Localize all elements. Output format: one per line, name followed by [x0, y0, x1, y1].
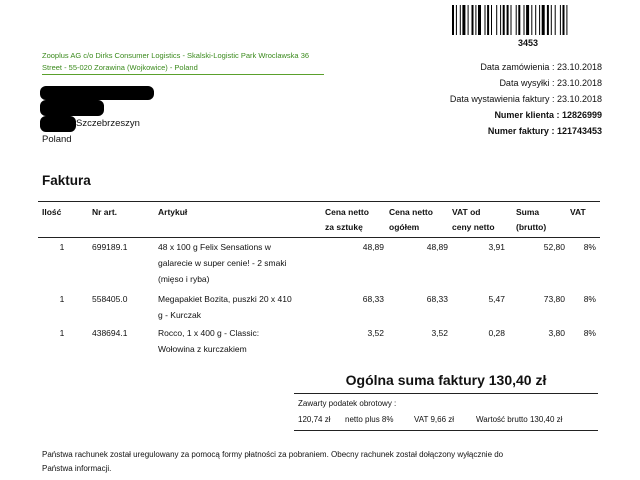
- meta-row: Numer klienta : 12826999: [494, 110, 602, 120]
- header-suma-2: (brutto): [516, 222, 547, 232]
- row3-vat: 8%: [583, 328, 596, 338]
- header-artykul: Artykuł: [158, 207, 188, 217]
- table-header-rule: [38, 237, 600, 238]
- row2-artykul-2: g - Kurczak: [158, 310, 201, 320]
- row3-artykul-2: Wołowina z kurczakiem: [158, 344, 247, 354]
- header-vat-od-2: ceny netto: [452, 222, 495, 232]
- summary-bottom-rule: [294, 430, 598, 431]
- invoice-meta: [342, 60, 602, 140]
- barcode-number: 3453: [517, 38, 539, 48]
- row3-vat-od: 0,28: [488, 328, 505, 338]
- row1-vat-od: 3,91: [488, 242, 505, 252]
- row2-nr-art: 558405.0: [92, 294, 128, 304]
- redacted-postcode: [40, 116, 76, 132]
- row2-vat-od: 5,47: [488, 294, 505, 304]
- sender-divider: [42, 74, 324, 75]
- summary-top-rule: [294, 393, 598, 394]
- sender-address: Zooplus AG c/o Dirks Consumer Logistics - Skalski-Logistic Park Wroclawska 36 Street - 55-020 Zorawina (Wojkowice) - Poland: [42, 51, 310, 72]
- table-top-rule: [38, 201, 600, 202]
- tax-label: Zawarty podatek obrotowy :: [298, 399, 397, 408]
- row2-vat: 8%: [583, 294, 596, 304]
- header-nr-art: Nr art.: [92, 207, 118, 217]
- barcode: [452, 5, 604, 35]
- net-rate: netto plus 8%: [345, 415, 394, 424]
- row1-artykul-3: (mięso i ryba): [158, 274, 210, 284]
- row3-artykul-1: Rocco, 1 x 400 g - Classic:: [158, 328, 260, 338]
- recipient-country: Poland: [42, 134, 72, 145]
- row1-artykul-1: 48 x 100 g Felix Sensations w: [158, 242, 271, 252]
- gross-amount: Wartość brutto 130,40 zł: [476, 415, 563, 424]
- row1-nr-art: 699189.1: [92, 242, 128, 252]
- document-title: Faktura: [42, 173, 91, 188]
- payment-note-line-2: Państwa informacji.: [42, 464, 112, 473]
- row1-suma: 52,80: [543, 242, 565, 252]
- row1-cena-og: 48,89: [426, 242, 448, 252]
- row1-ilosc: 1: [59, 242, 65, 252]
- redacted-name: [40, 86, 154, 100]
- redacted-street: [40, 100, 104, 116]
- header-cena-szt-1: Cena netto: [325, 207, 369, 217]
- meta-row: Data wysyłki : 23.10.2018: [499, 78, 602, 88]
- header-cena-og-1: Cena netto: [389, 207, 433, 217]
- header-ilosc: Ilość: [42, 207, 62, 217]
- row1-vat: 8%: [583, 242, 596, 252]
- payment-note-line-1: Państwa rachunek został uregulowany za pomocą formy płatności za pobraniem. Obecny rachunek został dołączony wyłącznie do: [42, 450, 504, 459]
- row3-cena-szt: 3,52: [367, 328, 384, 338]
- row1-artykul-2: galarecie w super cenie! - 2 smaki: [158, 258, 287, 268]
- vat-amount: VAT 9,66 zł: [414, 415, 455, 424]
- row2-cena-szt: 68,33: [362, 294, 384, 304]
- row2-suma: 73,80: [543, 294, 565, 304]
- recipient-city: Szczebrzeszyn: [76, 118, 140, 129]
- row2-artykul-1: Megapakiet Bozita, puszki 20 x 410: [158, 294, 292, 304]
- row3-nr-art: 438694.1: [92, 328, 128, 338]
- meta-row: Numer faktury : 121743453: [487, 126, 602, 136]
- row2-ilosc: 1: [59, 294, 65, 304]
- invoice-total: Ogólna suma faktury 130,40 zł: [345, 372, 547, 388]
- meta-row: Data wystawienia faktury : 23.10.2018: [449, 94, 602, 104]
- row3-ilosc: 1: [59, 328, 65, 338]
- meta-row: Data zamówienia : 23.10.2018: [480, 62, 602, 72]
- header-vat-od-1: VAT od: [452, 207, 481, 217]
- net-amount: 120,74 zł: [298, 415, 331, 424]
- payment-note: [42, 448, 602, 476]
- header-vat: VAT: [570, 207, 586, 217]
- row3-suma: 3,80: [548, 328, 565, 338]
- row1-cena-szt: 48,89: [362, 242, 384, 252]
- row2-cena-og: 68,33: [426, 294, 448, 304]
- row3-cena-og: 3,52: [431, 328, 448, 338]
- header-cena-szt-2: za sztukę: [325, 222, 363, 232]
- header-suma-1: Suma: [516, 207, 540, 217]
- header-cena-og-2: ogółem: [389, 222, 420, 232]
